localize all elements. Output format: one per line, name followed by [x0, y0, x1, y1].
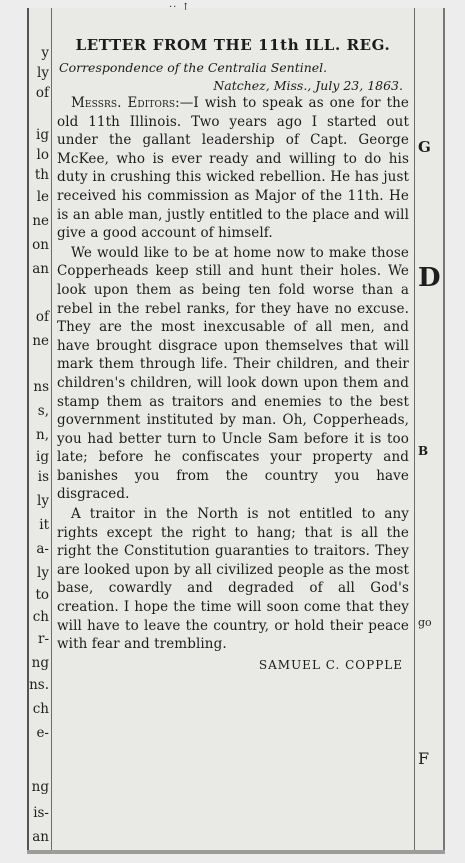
left-fragment: ch: [32, 701, 49, 717]
left-fragment: to: [35, 587, 49, 603]
article-headline: LETTER FROM THE 11th ILL. REG.: [75, 36, 391, 54]
salutation: Messrs. Editors: [71, 95, 176, 111]
left-fragment: s,: [37, 403, 49, 419]
left-fragment: e-: [36, 725, 49, 741]
right-column-fragment: [414, 8, 444, 850]
correspondence-line: Correspondence of the Centralia Sentinel.: [59, 60, 328, 75]
left-fragment: an: [32, 261, 49, 277]
right-fragment: D: [418, 263, 441, 293]
article-paragraph: We would like to be at home now to make those Copperheads keep still and hunt their holes. We look upon them as being ten fold worse than a rebel in the rebel ranks, for they have no excuse. They are the most inexcusable of all men, and have brought disgrace upon themselves that will mark them through life. Their children, and their children's children, will look down upon them and stamp them as traitors and enemies to the best government instituted by man. Oh, Copperheads, you had better turn to Uncle Sam before it is too late; before he confiscates your property and banishes you from the country you have disgraced.: [57, 244, 409, 503]
left-fragment: ne: [32, 213, 49, 229]
article-paragraph: A traitor in the North is not entitled to any rights except the right to hang; that is all the right the Constitution guaranties to traitors. They are looked upon by all civilized people as the most base, cowardly and degraded of all God's creation. I hope the time will soon come that they will have to leave the country, or hold their peace with fear and trembling.: [57, 506, 409, 653]
left-fragment: of: [35, 85, 49, 101]
left-fragment: ig: [36, 127, 49, 143]
left-fragment: y: [41, 45, 49, 61]
left-fragment: ch: [32, 609, 49, 625]
right-fragment: G: [418, 138, 431, 156]
paragraph-text: :—I wish to speak as one for the old 11th Illinois. Two years ago I started out under the gallant leadership of Capt. George McKee, who is ever ready and willing to do his duty in crushing this wicked rebellion. He has just received his commission as Major of the 11th. He is an able man, justly entitled to the place and will give a good account of himself.: [57, 95, 409, 242]
left-column-fragment: [29, 8, 52, 850]
left-fragment: n,: [36, 427, 49, 443]
left-fragment: ng: [31, 779, 49, 795]
newspaper-page: [27, 2, 445, 850]
left-fragment: ly: [37, 565, 49, 581]
dateline: Natchez, Miss., July 23, 1863.: [213, 78, 403, 93]
left-fragment: r-: [37, 631, 49, 647]
left-fragment: ns: [33, 379, 49, 395]
left-fragment: ly: [37, 65, 49, 81]
article-paragraph: [57, 94, 409, 243]
left-fragment: ns.: [29, 677, 49, 693]
page-bottom-rule: [27, 850, 445, 854]
left-fragment: it: [39, 517, 49, 533]
left-fragment: le: [36, 189, 49, 205]
left-fragment: a-: [36, 541, 49, 557]
left-fragment: is-: [33, 805, 49, 821]
right-fragment: go: [418, 616, 432, 629]
left-fragment: is: [37, 469, 49, 485]
article-column: [57, 36, 409, 674]
left-fragment: lo: [36, 147, 49, 163]
right-fragment: B: [418, 444, 429, 458]
left-fragment: ng: [31, 655, 49, 671]
right-fragment: F: [418, 749, 430, 768]
signature: SAMUEL C. COPPLE: [258, 657, 403, 672]
left-fragment: ig: [36, 449, 49, 465]
left-fragment: ly: [37, 493, 49, 509]
left-fragment: of: [35, 309, 49, 325]
left-fragment: an: [32, 829, 49, 845]
left-fragment: ne: [32, 333, 49, 349]
page-top-mark: ·· ↑: [169, 2, 191, 13]
left-fragment: th: [34, 167, 49, 183]
left-fragment: on: [32, 237, 49, 253]
